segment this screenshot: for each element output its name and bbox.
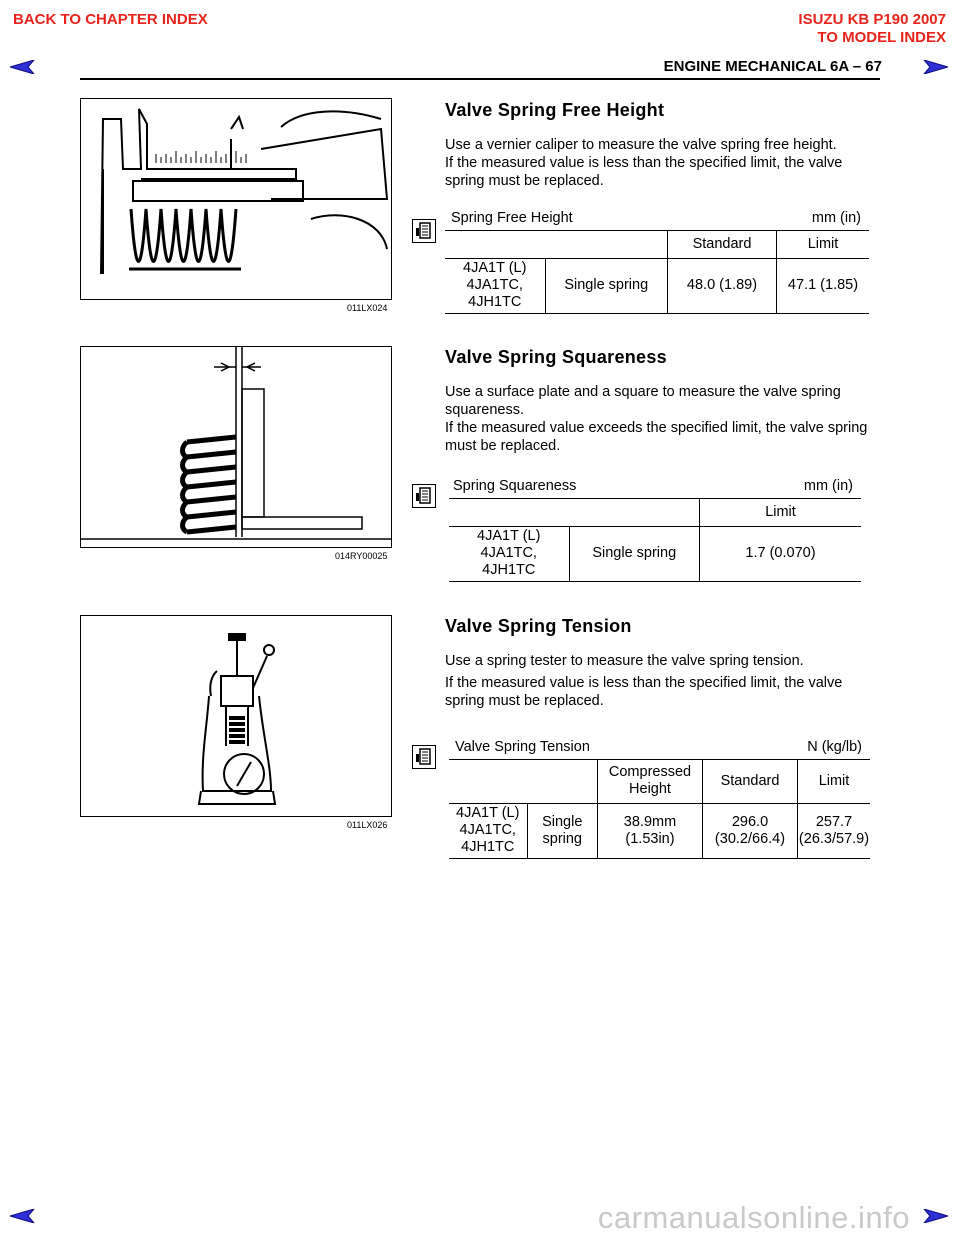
model-title-link[interactable]: ISUZU KB P190 2007 bbox=[798, 11, 946, 28]
table-header: Standard bbox=[703, 759, 798, 803]
section-description bbox=[445, 136, 880, 190]
previous-page-arrow-icon[interactable] bbox=[10, 60, 36, 74]
next-page-arrow-icon[interactable] bbox=[922, 60, 948, 74]
table-header: Limit bbox=[777, 230, 870, 258]
table-cell: 4JA1T (L) 4JA1TC, 4JH1TC bbox=[449, 803, 527, 858]
caliper-figure bbox=[80, 98, 392, 300]
section-description bbox=[445, 652, 880, 710]
table-header bbox=[527, 759, 598, 803]
table-cell: 4JA1T (L) 4JA1TC, 4JH1TC bbox=[449, 526, 569, 581]
figure-caption: 011LX026 bbox=[347, 820, 388, 830]
page-title: ENGINE MECHANICAL 6A – 67 bbox=[663, 58, 882, 75]
table-header: Limit bbox=[798, 759, 871, 803]
header-rule bbox=[80, 78, 880, 80]
back-to-chapter-index-link[interactable]: BACK TO CHAPTER INDEX bbox=[13, 11, 208, 28]
paragraph: Use a surface plate and a square to measure the valve spring squareness. bbox=[445, 384, 841, 418]
paragraph: If the measured value is less than the specified limit, the valve spring must be replaced. bbox=[445, 155, 843, 189]
table-cell: Single spring bbox=[527, 803, 598, 858]
table-cell: 47.1 (1.85) bbox=[777, 258, 870, 313]
section-title: Valve Spring Free Height bbox=[445, 100, 665, 120]
spec-table bbox=[449, 476, 861, 582]
spec-table bbox=[445, 208, 869, 314]
spec-icon bbox=[412, 745, 436, 769]
table-header bbox=[449, 759, 527, 803]
squareness-figure bbox=[80, 346, 392, 548]
table-unit: N (kg/lb) bbox=[807, 739, 862, 756]
previous-page-arrow-icon[interactable] bbox=[10, 1209, 36, 1223]
spec-table bbox=[449, 737, 870, 859]
table-header: Standard bbox=[668, 230, 777, 258]
table-cell: Single spring bbox=[569, 526, 700, 581]
section-description bbox=[445, 383, 880, 455]
next-page-arrow-icon[interactable] bbox=[922, 1209, 948, 1223]
table-caption: Spring Squareness bbox=[453, 478, 577, 495]
specification-icon bbox=[413, 746, 435, 768]
section-title: Valve Spring Tension bbox=[445, 616, 632, 636]
table-caption: Spring Free Height bbox=[451, 210, 573, 227]
surface-plate-square-illustration-icon bbox=[81, 347, 391, 547]
paragraph: Use a spring tester to measure the valve spring tension. bbox=[445, 653, 804, 669]
back-to-model-index-link[interactable]: TO MODEL INDEX bbox=[817, 29, 946, 46]
watermark: carmanualsonline.info bbox=[597, 1200, 910, 1235]
figure-caption: 014RY00025 bbox=[335, 551, 388, 561]
table-header bbox=[569, 498, 700, 526]
specification-icon bbox=[413, 485, 435, 507]
spec-icon bbox=[412, 484, 436, 508]
vernier-caliper-illustration-icon bbox=[81, 99, 391, 299]
table-header bbox=[545, 230, 668, 258]
table-cell: 38.9mm (1.53in) bbox=[598, 803, 703, 858]
paragraph: Use a vernier caliper to measure the valve spring free height. bbox=[445, 137, 837, 153]
table-cell: 257.7 (26.3/57.9) bbox=[798, 803, 871, 858]
table-header: Limit bbox=[700, 498, 862, 526]
section-title: Valve Spring Squareness bbox=[445, 347, 667, 367]
table-caption: Valve Spring Tension bbox=[455, 739, 590, 756]
table-unit: mm (in) bbox=[803, 478, 853, 495]
table-cell: Single spring bbox=[545, 258, 668, 313]
table-cell: 4JA1T (L) 4JA1TC, 4JH1TC bbox=[445, 258, 545, 313]
table-header bbox=[445, 230, 545, 258]
paragraph: If the measured value is less than the specified limit, the valve spring must be replaced. bbox=[445, 675, 843, 709]
spec-icon bbox=[412, 219, 436, 243]
table-cell: 1.7 (0.070) bbox=[700, 526, 862, 581]
table-header bbox=[449, 498, 569, 526]
table-header: Compressed Height bbox=[598, 759, 703, 803]
spring-tester-figure bbox=[80, 615, 392, 817]
table-cell: 296.0 (30.2/66.4) bbox=[703, 803, 798, 858]
table-unit: mm (in) bbox=[811, 210, 861, 227]
figure-caption: 011LX024 bbox=[347, 303, 388, 313]
specification-icon bbox=[413, 220, 435, 242]
spring-tester-illustration-icon bbox=[81, 616, 391, 816]
paragraph: If the measured value exceeds the specified limit, the valve spring must be replaced. bbox=[445, 420, 868, 454]
table-cell: 48.0 (1.89) bbox=[668, 258, 777, 313]
